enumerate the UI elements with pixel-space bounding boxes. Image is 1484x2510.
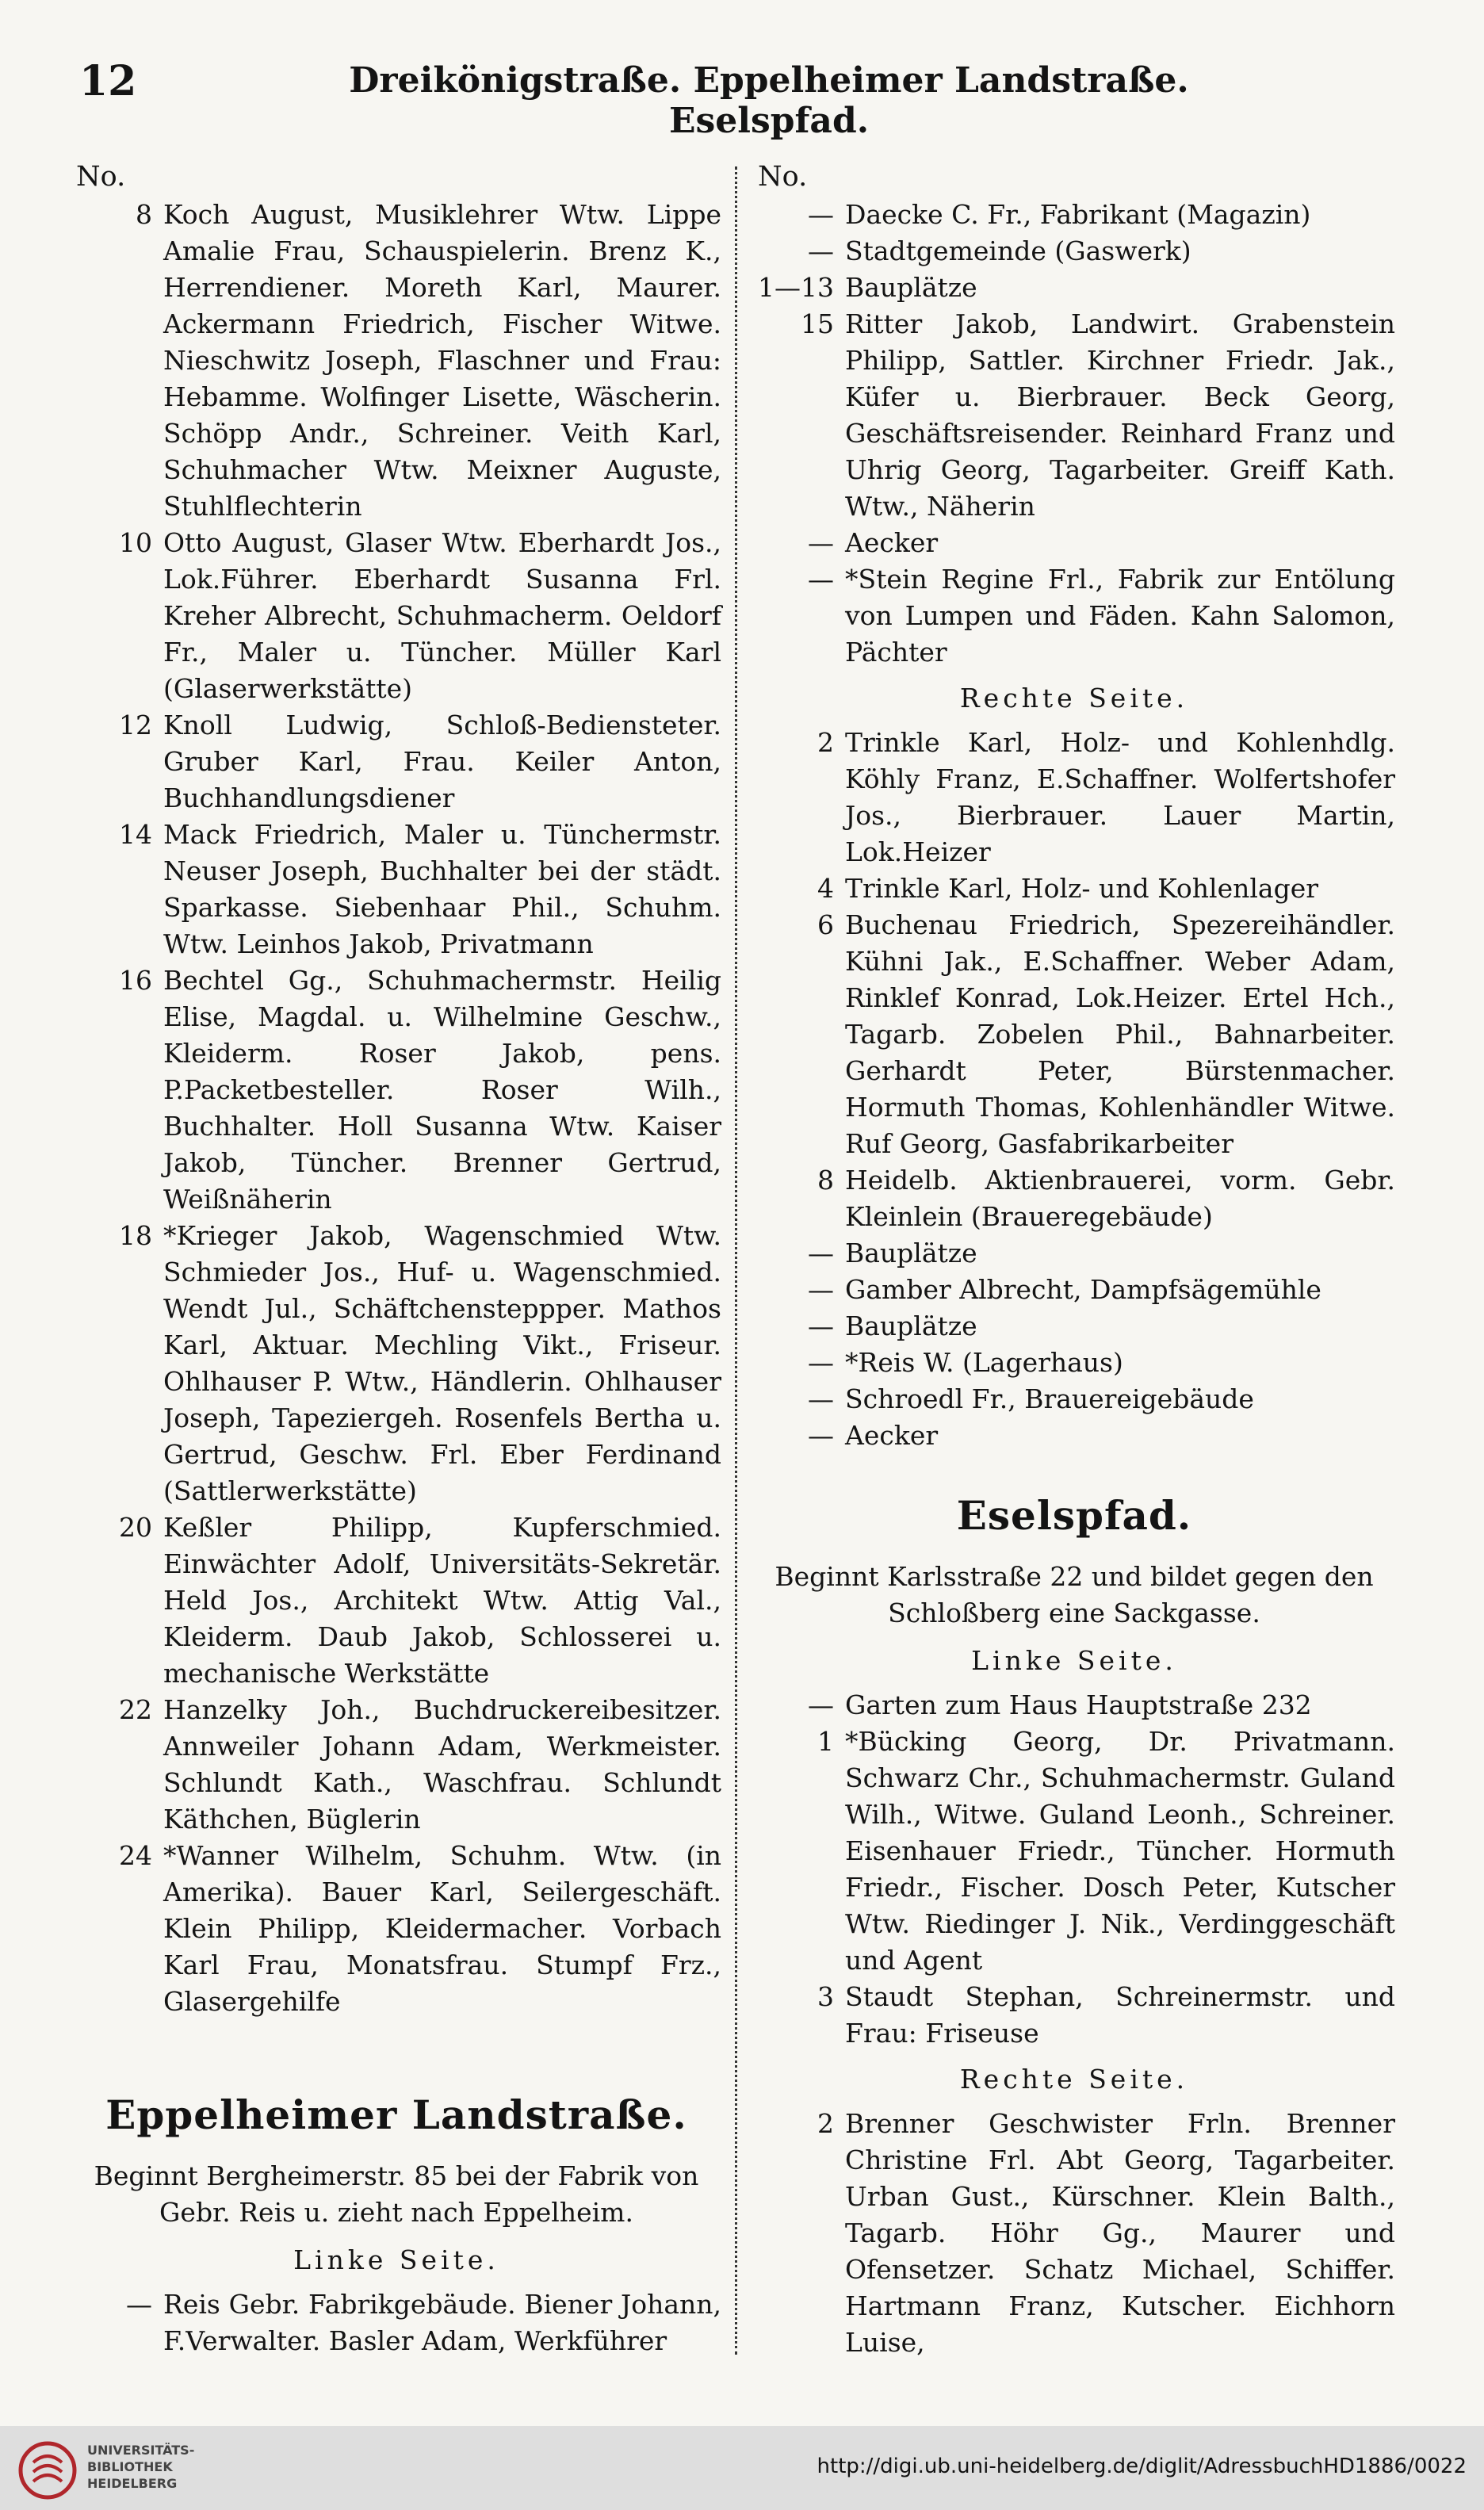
list-item	[71, 1218, 721, 1509]
list-item	[753, 1418, 1395, 1454]
house-number: 14	[119, 819, 152, 850]
resident-text: Knoll Ludwig, Schloß-Bediensteter. Gruber Karl, Frau. Keiler Anton, Buchhandlungsdiener	[163, 710, 721, 813]
house-number: 4	[817, 873, 834, 904]
side-heading-linke: Linke Seite.	[293, 2244, 499, 2275]
list-item	[753, 197, 1395, 233]
list-item	[753, 2106, 1395, 2361]
library-logo-icon	[16, 2439, 79, 2502]
list-item	[71, 2286, 721, 2359]
house-number: 2	[817, 727, 834, 758]
list-item	[71, 1692, 721, 1838]
resident-text: *Wanner Wilhelm, Schuhm. Wtw. (in Amerika). Bauer Karl, Seilergeschäft. Klein Philipp, Kleidermacher. Vorbach Karl Frau, Monatsfrau. Stumpf Frz., Glasergehilfe	[163, 1840, 721, 2017]
house-number: 2	[817, 2108, 834, 2139]
house-number: —	[126, 2289, 152, 2320]
resident-text: Garten zum Haus Hauptstraße 232	[845, 1689, 1312, 1720]
list-item	[71, 525, 721, 707]
list-item	[753, 1381, 1395, 1418]
side-heading-rechte-eselspfad: Rechte Seite.	[959, 2064, 1189, 2095]
resident-text: *Bücking Georg, Dr. Privatmann. Schwarz Chr., Schuhmachermstr. Guland Wilh., Witwe. Guland Leonh., Schreiner. Eisenhauer Friedr., Tüncher. Hormuth Friedr., Fischer. Dosch Peter, Kutscher Wtw. Riedinger J. Nik., Verdinggeschäft und Agent	[845, 1726, 1395, 1976]
eppelheimer-entry-list	[71, 2286, 721, 2359]
list-item	[753, 1724, 1395, 1979]
resident-text: Aecker	[845, 527, 939, 558]
section-description-eselspfad: Beginnt Karlsstraße 22 und bildet gegen den Schloßberg eine Sackgasse.	[775, 1561, 1374, 1628]
list-item	[753, 561, 1395, 671]
list-item	[71, 1509, 721, 1692]
resident-text: Buchenau Friedrich, Spezereihändler. Kühni Jak., E.Schaffner. Weber Adam, Rinklef Konrad, Lok.Heizer. Ertel Hch., Tagarb. Zobelen Phil., Bahnarbeiter. Gerhardt Peter, Bürstenmacher. Hormuth Thomas, Kohlenhändler Witwe. Ruf Georg, Gasfabrikarbeiter	[845, 909, 1395, 1159]
house-number: 3	[817, 1981, 834, 2012]
side-heading-rechte: Rechte Seite.	[959, 683, 1189, 714]
list-item	[753, 525, 1395, 561]
resident-text: Bauplätze	[845, 272, 977, 303]
house-number: 1	[817, 1726, 834, 1757]
resident-text: *Stein Regine Frl., Fabrik zur Entölung von Lumpen und Fäden. Kahn Salomon, Pächter	[845, 564, 1395, 668]
list-item	[753, 1687, 1395, 1724]
house-number: 10	[119, 527, 152, 558]
resident-text: Daecke C. Fr., Fabrikant (Magazin)	[845, 199, 1311, 230]
list-item	[753, 1345, 1395, 1381]
left-column	[71, 159, 721, 2359]
house-number: 6	[817, 909, 834, 940]
resident-text: Otto August, Glaser Wtw. Eberhardt Jos., Lok.Führer. Eberhardt Susanna Frl. Kreher Albrecht, Schuhmacherm. Oeldorf Fr., Maler u. Tüncher. Müller Karl (Glaserwerkstätte)	[163, 527, 721, 704]
resident-text: Trinkle Karl, Holz- und Kohlenlager	[845, 873, 1319, 904]
list-item	[753, 270, 1395, 306]
eselspfad-left-entry-list	[753, 1687, 1395, 2052]
list-item	[71, 197, 721, 525]
list-item	[753, 907, 1395, 1162]
source-url-link[interactable]: http://digi.ub.uni-heidelberg.de/diglit/AdressbuchHD1886/0022	[817, 2455, 1467, 2478]
resident-text: Koch August, Musiklehrer Wtw. Lippe Amalie Frau, Schauspielerin. Brenz K., Herrendiener. Moreth Karl, Maurer. Ackermann Friedrich, Fischer Witwe. Nieschwitz Joseph, Flaschner und Frau: Hebamme. Wolfinger Lisette, Wäscherin. Schöpp Andr., Schreiner. Veith Karl, Schuhmacher Wtw. Meixner Auguste, Stuhlflechterin	[163, 199, 721, 522]
section-title-eppelheimer: Eppelheimer Landstraße.	[105, 2091, 687, 2138]
list-item	[753, 1979, 1395, 2052]
house-number: 18	[119, 1220, 152, 1251]
resident-text: Heidelb. Aktienbrauerei, vorm. Gebr. Kleinlein (Braueregebäude)	[845, 1165, 1395, 1232]
house-number: —	[808, 1238, 834, 1268]
house-number: —	[808, 1347, 834, 1378]
house-number: 16	[119, 965, 152, 996]
list-item	[753, 306, 1395, 525]
house-number: —	[808, 235, 834, 266]
resident-text: Brenner Geschwister Frln. Brenner Christine Frl. Abt Georg, Tagarbeiter. Urban Gust., Kürschner. Klein Balth., Tagarb. Höhr Gg., Maurer und Ofensetzer. Schatz Michael, Schiffer. Hartmann Franz, Kutscher. Eichhorn Luise,	[845, 2108, 1395, 2358]
house-number: —	[808, 1420, 834, 1451]
house-number: —	[808, 1310, 834, 1341]
house-number: 1—13	[758, 272, 834, 303]
resident-text: *Reis W. (Lagerhaus)	[845, 1347, 1123, 1378]
resident-text: Bauplätze	[845, 1238, 977, 1268]
page-header	[79, 57, 1443, 141]
list-item	[753, 725, 1395, 870]
eselspfad-right-entry-list	[753, 2106, 1395, 2361]
side-heading-linke-eselspfad: Linke Seite.	[971, 1645, 1177, 1676]
house-number: 20	[119, 1512, 152, 1543]
library-name-line-1: UNIVERSITÄTS-	[87, 2443, 195, 2458]
list-item	[753, 1162, 1395, 1235]
page-number: 12	[79, 57, 137, 105]
house-number: —	[808, 1689, 834, 1720]
house-number: 8	[136, 199, 152, 230]
house-number: 24	[119, 1840, 152, 1871]
list-item	[753, 870, 1395, 907]
resident-text: Stadtgemeinde (Gaswerk)	[845, 235, 1191, 266]
house-number: 22	[119, 1694, 152, 1725]
resident-text: *Krieger Jakob, Wagenschmied Wtw. Schmieder Jos., Huf- u. Wagenschmied. Wendt Jul., Schäftchensteppper. Mathos Karl, Aktuar. Mechling Vikt., Friseur. Ohlhauser P. Wtw., Händlerin. Ohlhauser Joseph, Tapeziergeh. Rosenfels Bertha u. Gertrud, Geschw. Frl. Eber Ferdinand (Sattlerwerkstätte)	[163, 1220, 721, 1506]
section-description-eppelheimer: Beginnt Bergheimerstr. 85 bei der Fabrik von Gebr. Reis u. zieht nach Eppelheim.	[94, 2160, 699, 2228]
list-item	[71, 1838, 721, 2020]
resident-text: Trinkle Karl, Holz- und Kohlenhdlg. Köhly Franz, E.Schaffner. Wolfertshofer Jos., Bierbrauer. Lauer Martin, Lok.Heizer	[845, 727, 1395, 867]
house-number: —	[808, 564, 834, 595]
house-number: —	[808, 1274, 834, 1305]
house-number: —	[808, 527, 834, 558]
resident-text: Staudt Stephan, Schreinermstr. und Frau: Friseuse	[845, 1981, 1395, 2049]
column-divider	[735, 166, 737, 2355]
house-number: —	[808, 199, 834, 230]
resident-text: Ritter Jakob, Landwirt. Grabenstein Philipp, Sattler. Kirchner Friedr. Jak., Küfer u. Bierbrauer. Beck Georg, Geschäftsreisender. Reinhard Franz und Uhrig Georg, Tagarbeiter. Greiff Kath. Wtw., Näherin	[845, 308, 1395, 522]
resident-text: Schroedl Fr., Brauereigebäude	[845, 1383, 1254, 1414]
no-label: No.	[758, 161, 808, 193]
left-entry-list	[71, 197, 721, 2020]
library-name-line-2: BIBLIOTHEK	[87, 2459, 173, 2474]
resident-text: Keßler Philipp, Kupferschmied. Einwächter Adolf, Universitäts-Sekretär. Held Jos., Architekt Wtw. Attig Val., Kleiderm. Daub Jakob, Schlosserei u. mechanische Werkstätte	[163, 1512, 721, 1689]
section-title-eselspfad: Eselspfad.	[956, 1492, 1192, 1539]
library-name-line-3: HEIDELBERG	[87, 2476, 178, 2491]
right-entry-list	[753, 197, 1395, 671]
right-entry-list-2	[753, 725, 1395, 1454]
house-number: 15	[801, 308, 834, 339]
list-item	[71, 707, 721, 817]
resident-text: Bauplätze	[845, 1310, 977, 1341]
resident-text: Reis Gebr. Fabrikgebäude. Biener Johann, F.Verwalter. Basler Adam, Werkführer	[163, 2289, 721, 2356]
list-item	[71, 962, 721, 1218]
list-item	[71, 817, 721, 962]
running-head: Dreikönigstraße. Eppelheimer Landstraße. Eselspfad.	[349, 60, 1189, 141]
list-item	[753, 233, 1395, 270]
right-column	[753, 159, 1395, 2361]
list-item	[753, 1308, 1395, 1345]
house-number: —	[808, 1383, 834, 1414]
no-label: No.	[76, 161, 126, 193]
library-name	[87, 2442, 194, 2492]
list-item	[753, 1272, 1395, 1308]
house-number: 8	[817, 1165, 834, 1196]
list-item	[753, 1235, 1395, 1272]
resident-text: Hanzelky Joh., Buchdruckereibesitzer. Annweiler Johann Adam, Werkmeister. Schlundt Kath., Waschfrau. Schlundt Käthchen, Büglerin	[163, 1694, 721, 1835]
resident-text: Gamber Albrecht, Dampfsägemühle	[845, 1274, 1321, 1305]
resident-text: Aecker	[845, 1420, 939, 1451]
resident-text: Mack Friedrich, Maler u. Tünchermstr. Neuser Joseph, Buchhalter bei der städt. Sparkasse. Siebenhaar Phil., Schuhm. Wtw. Leinhos Jakob, Privatmann	[163, 819, 721, 959]
house-number: 12	[119, 710, 152, 740]
footer-bar	[0, 2426, 1484, 2510]
resident-text: Bechtel Gg., Schuhmachermstr. Heilig Elise, Magdal. u. Wilhelmine Geschw., Kleiderm. Roser Jakob, pens. P.Packetbesteller. Roser Wilh., Buchhalter. Holl Susanna Wtw. Kaiser Jakob, Tüncher. Brenner Gertrud, Weißnäherin	[163, 965, 721, 1215]
